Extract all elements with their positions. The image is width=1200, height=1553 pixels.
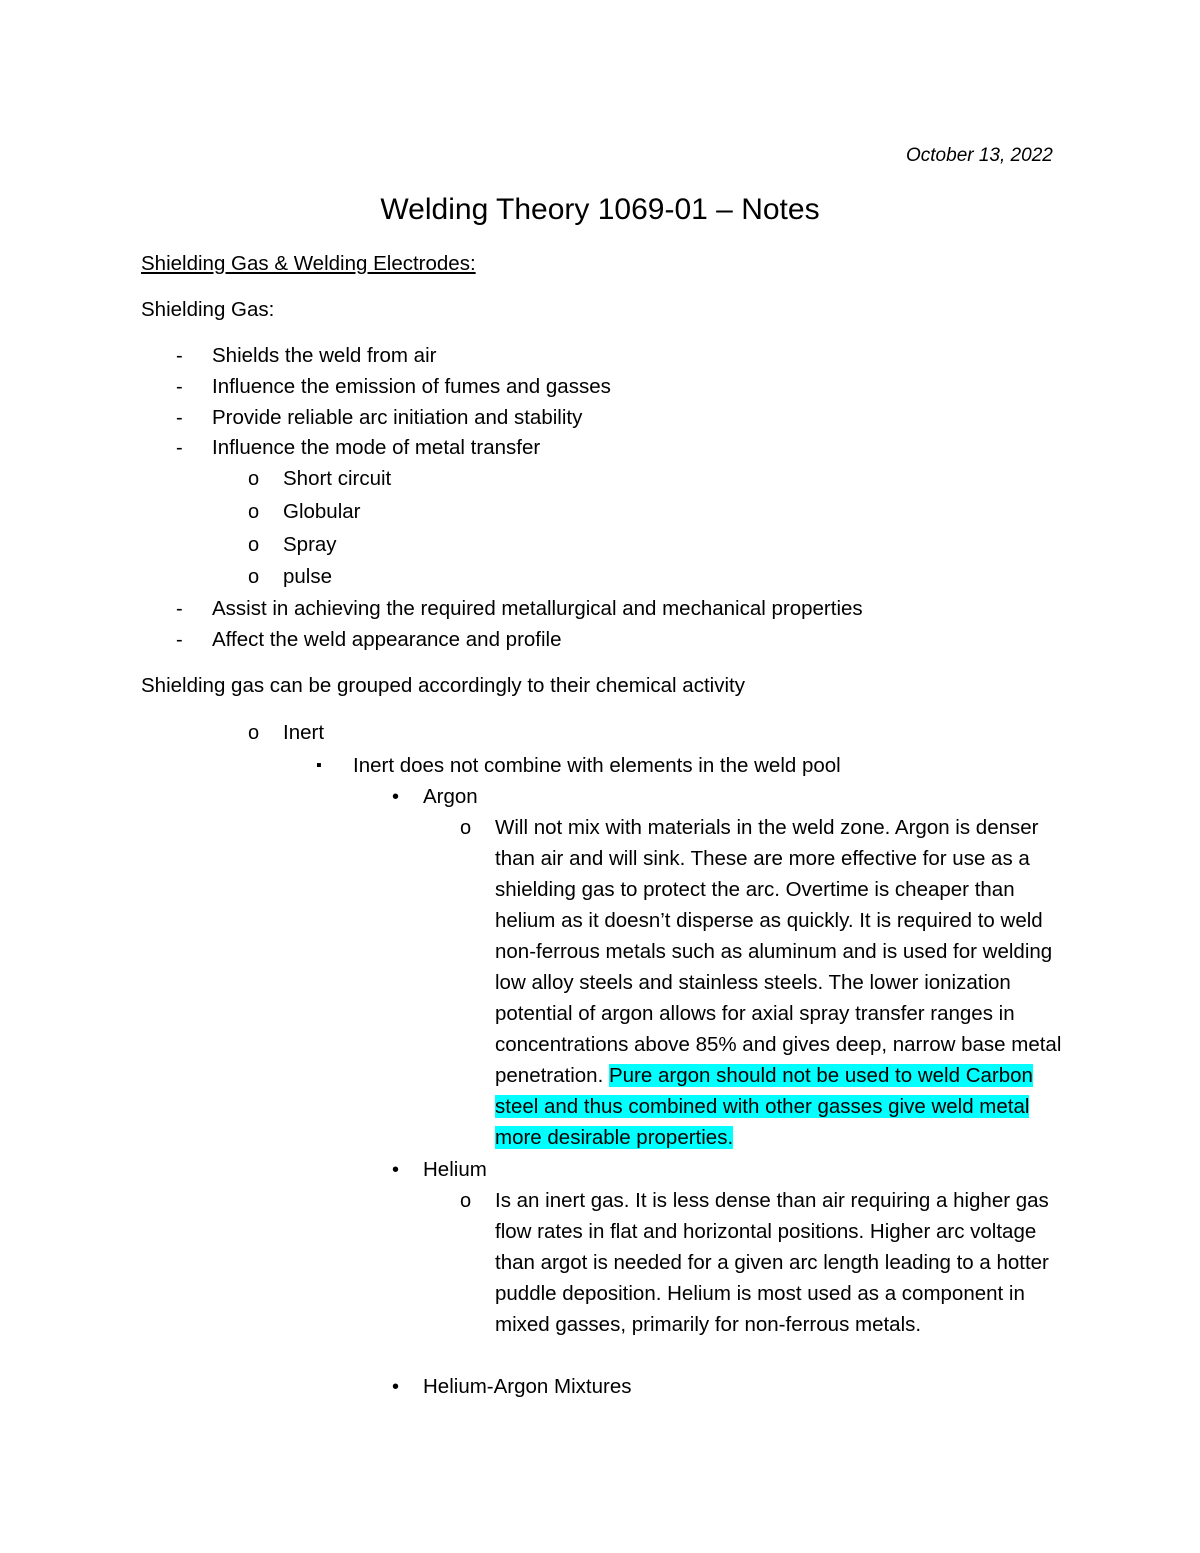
argon-highlight: Pure argon should not be used to weld Carbon steel and thus combined with other gasses give weld metal more desirable properties. bbox=[495, 1064, 1033, 1149]
argon-label: Argon bbox=[423, 785, 478, 808]
helium-description: Is an inert gas. It is less dense than air requiring a higher gas flow rates in flat and horizontal positions. Higher arc voltage than argot is needed for a given arc length leading to a hotter puddle deposition. Helium is most used as a component in mixed gasses, primarily for non-ferrous metals. bbox=[495, 1189, 1049, 1336]
inert-note: Inert does not combine with elements in the weld pool bbox=[353, 754, 841, 777]
argon-text: Will not mix with materials in the weld zone. Argon is denser than air and will sink. These are more effective for use as a shielding gas to protect the arc. Overtime is cheaper than helium as it doesn’t disperse as quickly. It is required to weld non-ferrous metals such as aluminum and is used for welding low alloy steels and stainless steels. The lower ionization potential of argon allows for axial spray transfer ranges in concentrations above 85% and gives deep, narrow base metal penetration. bbox=[495, 816, 1062, 1087]
dash-marker: - bbox=[176, 598, 183, 620]
bullet-item: Affect the weld appearance and profile bbox=[212, 628, 562, 651]
bullet-item: Assist in achieving the required metallurgical and mechanical properties bbox=[212, 597, 863, 620]
helium-label: Helium bbox=[423, 1158, 487, 1181]
bullet-item: Provide reliable arc initiation and stability bbox=[212, 406, 583, 429]
subheading-shielding-gas: Shielding Gas: bbox=[141, 298, 275, 321]
bullet-item: Influence the mode of metal transfer bbox=[212, 436, 541, 459]
document-title: Welding Theory 1069-01 – Notes bbox=[380, 193, 820, 226]
dash-marker: - bbox=[176, 437, 183, 459]
circle-marker: o bbox=[248, 534, 260, 556]
dot-marker: • bbox=[392, 786, 400, 808]
circle-marker: o bbox=[248, 468, 260, 490]
bullet-item: Shields the weld from air bbox=[212, 344, 437, 367]
transfer-mode-item: pulse bbox=[283, 565, 333, 588]
transfer-mode-item: Globular bbox=[283, 500, 361, 523]
transfer-mode-item: Short circuit bbox=[283, 467, 392, 490]
square-marker: ▪ bbox=[316, 757, 322, 774]
helium-argon-label: Helium-Argon Mixtures bbox=[423, 1375, 632, 1398]
circle-marker: o bbox=[460, 1190, 472, 1212]
dash-marker: - bbox=[176, 345, 183, 367]
dot-marker: • bbox=[392, 1159, 400, 1181]
dash-marker: - bbox=[176, 629, 183, 651]
inert-label: Inert bbox=[283, 721, 325, 744]
bullet-item: Influence the emission of fumes and gasses bbox=[212, 375, 611, 398]
circle-marker: o bbox=[248, 501, 260, 523]
dash-marker: - bbox=[176, 376, 183, 398]
dash-marker: - bbox=[176, 407, 183, 429]
circle-marker: o bbox=[248, 566, 260, 588]
grouping-intro: Shielding gas can be grouped accordingly to their chemical activity bbox=[141, 674, 745, 697]
document-date: October 13, 2022 bbox=[906, 145, 1053, 166]
transfer-mode-item: Spray bbox=[283, 533, 337, 556]
section-heading: Shielding Gas & Welding Electrodes: bbox=[141, 252, 476, 275]
dot-marker: • bbox=[392, 1376, 400, 1398]
argon-description bbox=[495, 812, 1067, 1153]
circle-marker: o bbox=[460, 817, 472, 839]
circle-marker: o bbox=[248, 722, 260, 744]
